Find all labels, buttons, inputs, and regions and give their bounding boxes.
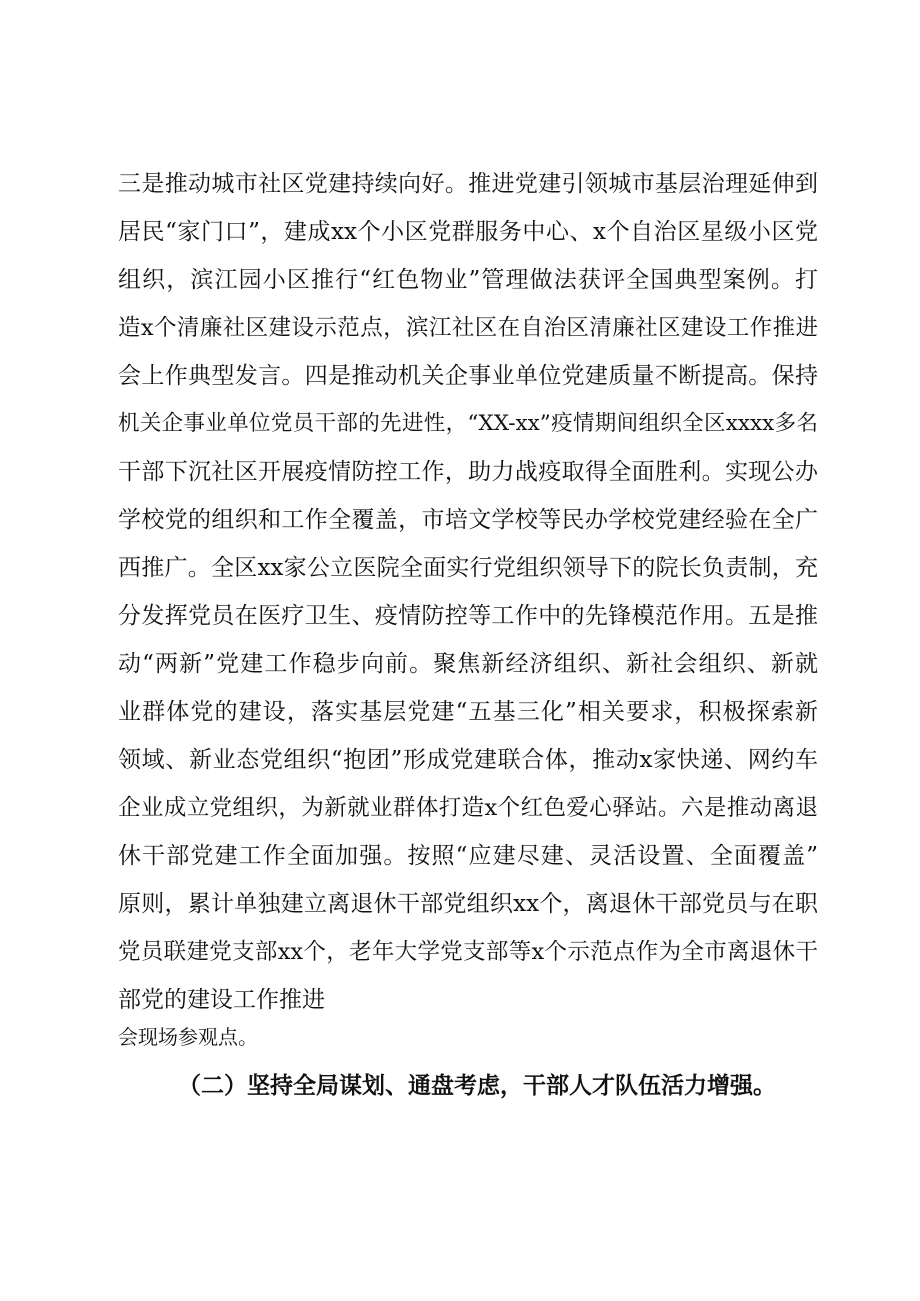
paragraph-last-line: 会现场参观点。: [118, 1025, 258, 1049]
paragraph-line-13: 领域、新业态党组织“抱团”形成党建联合体，推动x家快递、网约车: [118, 747, 818, 773]
paragraph-line-17: 党员联建党支部xx个，老年大学党支部等x个示范点作为全市离退休干: [118, 939, 818, 965]
paragraph-line-18: 部党的建设工作推进: [118, 987, 325, 1013]
paragraph-line-1: 三是推动城市社区党建持续向好。推进党建引领城市基层治理延伸到: [118, 171, 818, 197]
section-heading: （二）坚持全局谋划、通盘考虑，干部人才队伍活力增强。: [178, 1072, 776, 1099]
paragraph-line-4: 造x个清廉社区建设示范点，滨江社区在自治区清廉社区建设工作推进: [118, 315, 818, 341]
paragraph-line-16: 原则，累计单独建立离退休干部党组织xx个，离退休干部党员与在职: [118, 891, 818, 917]
paragraph-line-12: 业群体党的建设，落实基层党建“五基三化”相关要求，积极探索新: [118, 699, 818, 725]
paragraph-line-3: 组织，滨江园小区推行“红色物业”管理做法获评全国典型案例。打: [118, 267, 818, 293]
paragraph-line-10: 分发挥党员在医疗卫生、疫情防控等工作中的先锋模范作用。五是推: [118, 603, 818, 629]
paragraph-line-11: 动“两新”党建工作稳步向前。聚焦新经济组织、新社会组织、新就: [118, 651, 818, 677]
paragraph-line-6: 机关企事业单位党员干部的先进性，“XX-xx”疫情期间组织全区xxxx多名: [118, 411, 818, 436]
paragraph-line-9: 西推广。全区xx家公立医院全面实行党组织领导下的院长负责制，充: [118, 555, 818, 581]
paragraph-line-2: 居民“家门口”，建成xx个小区党群服务中心、x个自治区星级小区党: [118, 219, 818, 245]
paragraph-line-8: 学校党的组织和工作全覆盖，市培文学校等民办学校党建经验在全广: [118, 507, 818, 533]
paragraph-line-14: 企业成立党组织，为新就业群体打造x个红色爱心驿站。六是推动离退: [118, 795, 818, 821]
paragraph-line-5: 会上作典型发言。四是推动机关企事业单位党建质量不断提高。保持: [118, 363, 818, 389]
paragraph-line-7: 干部下沉社区开展疫情防控工作，助力战疫取得全面胜利。实现公办: [118, 459, 818, 485]
paragraph-line-15: 休干部党建工作全面加强。按照“应建尽建、灵活设置、全面覆盖”: [118, 843, 818, 869]
